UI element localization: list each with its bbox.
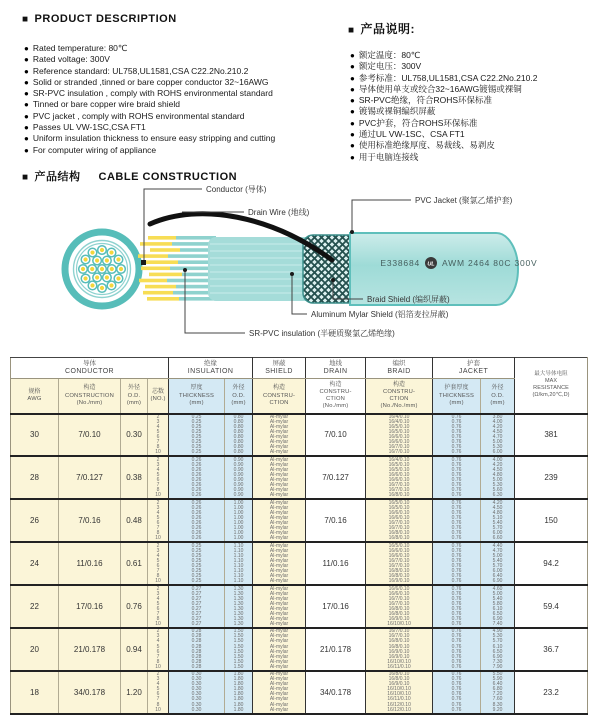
braid-construction-cell: 16/4/0.10 16/5/0.10 16/5/0.10 16/6/0.10 16/6/0.10 16/7/0.10 16/7/0.10 16/8/0.10	[366, 456, 433, 499]
section-title-product-description-cn: ■ 产品说明:	[348, 22, 416, 36]
subcol-9: 护套厚度 THICKNESS (mm)	[433, 379, 481, 414]
product-description-list	[24, 43, 275, 156]
desc-en-item	[24, 99, 275, 110]
desc-cn-text: 通过UL VW-1SC、CSA FT1	[358, 129, 465, 140]
desc-en-text: Rated temperature: 80℃	[32, 43, 128, 53]
insulation-od-cell: 1.80 1.80 1.80 1.80 1.80 1.80 1.80 1.80	[225, 671, 253, 714]
bullet-icon: ●	[350, 96, 355, 106]
subcol-6: 构造 CONSTRU- CTION	[253, 379, 306, 414]
desc-en-text: SR-PVC insulation , comply with ROHS environmental standard	[32, 88, 273, 99]
cores-cell: 2 3 4 5 6 7 8 10	[148, 499, 169, 542]
bullet-icon: ●	[350, 141, 355, 151]
drain-construction-cell: 21/0.178	[306, 628, 366, 671]
table-row-awg-30	[11, 414, 588, 457]
desc-cn-text: 导体使用单支或绞合32~16AWG镀锡或裸铜	[358, 83, 522, 94]
jacket-thickness-cell: 0.76 0.76 0.76 0.76 0.76 0.76 0.76 0.76	[433, 414, 481, 457]
aluminum-mylar-label: Aluminum Mylar Shield (铝箔麦拉屏蔽)	[311, 310, 449, 319]
shield-construction-cell: Al-mylar Al-mylar Al-mylar Al-mylar Al-mylar Al-mylar Al-mylar Al-mylar	[253, 542, 306, 585]
shield-construction-cell: Al-mylar Al-mylar Al-mylar Al-mylar Al-mylar Al-mylar Al-mylar Al-mylar	[253, 628, 306, 671]
shield-construction-cell: Al-mylar Al-mylar Al-mylar Al-mylar Al-mylar Al-mylar Al-mylar Al-mylar	[253, 671, 306, 714]
bullet-icon: ●	[24, 77, 29, 87]
shield-construction-cell: Al-mylar Al-mylar Al-mylar Al-mylar Al-mylar Al-mylar Al-mylar Al-mylar	[253, 585, 306, 628]
desc-en-text: For computer wiring of appliance	[32, 144, 157, 155]
cable-cross-section	[65, 232, 139, 306]
table-row-awg-24	[11, 542, 588, 585]
desc-en-text: Uniform insulation thickness to ensure easy stripping and cutting	[32, 133, 276, 144]
square-marker-icon: ■	[22, 14, 29, 25]
braid-construction-cell: 16/7/0.10 16/7/0.10 16/8/0.10 16/8/0.10 16/9/0.10 16/9/0.10 16/10/0.10 16/11/0.10	[366, 628, 433, 671]
drain-wire-label: Drain Wire (地线)	[248, 208, 310, 217]
jacket-thickness-cell: 0.76 0.76 0.76 0.76 0.76 0.76 0.76 0.76	[433, 499, 481, 542]
braid-construction-cell: 16/4/0.10 16/4/0.10 16/5/0.10 16/5/0.10 16/6/0.10 16/6/0.10 16/7/0.10 16/7/0.10	[366, 414, 433, 457]
desc-en-text: Rated voltage: 300V	[32, 54, 110, 65]
pvc-jacket-label: PVC Jacket (聚氯乙烯护套)	[415, 196, 513, 205]
conductor-construction-cell: 17/0.16	[59, 585, 121, 628]
bullet-icon: ●	[350, 84, 355, 94]
desc-cn-text: 使用标准绝缘厚度、易裁线、易剥皮	[358, 140, 495, 151]
awg-cell: 30	[11, 414, 59, 457]
jacket-print-left: E338684	[380, 258, 420, 268]
resistance-cell: 23.2	[515, 671, 588, 714]
cores-cell: 2 3 4 5 6 7 8 10	[148, 628, 169, 671]
table-row-awg-20	[11, 628, 588, 671]
cores-cell: 2 3 4 5 6 7 8 10	[148, 671, 169, 714]
desc-cn-item	[350, 118, 537, 129]
desc-cn-item	[350, 106, 537, 117]
desc-cn-text: 镀锡或裸铜编织屏蔽	[358, 106, 436, 117]
drain-construction-cell: 7/0.16	[306, 499, 366, 542]
conductor-od-cell: 0.30	[121, 414, 148, 457]
desc-en-item	[24, 54, 275, 65]
conductor-od-cell: 0.76	[121, 585, 148, 628]
awg-cell: 22	[11, 585, 59, 628]
insulation-od-cell: 1.00 1.00 1.00 1.00 1.00 1.00 1.00 1.00	[225, 499, 253, 542]
table-row-awg-26	[11, 499, 588, 542]
jacket-print	[380, 257, 537, 269]
bullet-icon: ●	[24, 111, 29, 121]
resistance-cell: 36.7	[515, 628, 588, 671]
bullet-icon: ●	[24, 55, 29, 65]
ul-logo-text: UL	[427, 261, 435, 268]
drain-construction-cell: 11/0.16	[306, 542, 366, 585]
square-marker-icon: ■	[348, 25, 355, 36]
drain-construction-cell: 7/0.127	[306, 456, 366, 499]
desc-cn-item	[350, 61, 537, 72]
square-marker-icon: ■	[22, 172, 29, 183]
jacket-thickness-cell: 0.76 0.76 0.76 0.76 0.76 0.76 0.76 0.76	[433, 585, 481, 628]
col-group-shield: 屏蔽 SHIELD	[253, 358, 306, 379]
conductor-construction-cell: 21/0.178	[59, 628, 121, 671]
subcol-10: 外径 O.D. (mm)	[481, 379, 515, 414]
desc-cn-item	[350, 84, 537, 95]
insulation-od-cell: 0.90 0.90 0.90 0.90 0.90 0.90 0.90 0.90	[225, 456, 253, 499]
bullet-icon: ●	[350, 118, 355, 128]
conductor-construction-cell: 7/0.127	[59, 456, 121, 499]
bullet-icon: ●	[350, 51, 355, 60]
subcol-3: 芯数 (NO.)	[148, 379, 169, 414]
desc-en-item	[24, 122, 275, 133]
awg-cell: 18	[11, 671, 59, 714]
conductor-od-cell: 0.48	[121, 499, 148, 542]
desc-cn-item	[350, 140, 537, 151]
subcol-1: 构造 CONSTRUCTION (No./mm)	[59, 379, 121, 414]
braid-construction-cell: 16/5/0.10 16/6/0.10 16/6/0.10 16/7/0.10 16/7/0.10 16/8/0.10 16/8/0.10 16/9/0.10	[366, 542, 433, 585]
desc-en-item	[24, 145, 275, 156]
jacket-print-right: AWM 2464 80C 300V	[442, 258, 538, 268]
desc-cn-text: 用于电脑连接线	[358, 151, 419, 162]
insulation-od-cell: 1.30 1.30 1.30 1.30 1.30 1.30 1.30 1.30	[225, 585, 253, 628]
col-group-jacket: 护套 JACKET	[433, 358, 515, 379]
jacket-od-cell: 4.20 4.50 4.80 5.10 5.40 5.70 6.00 6.60	[481, 499, 515, 542]
subcol-4: 厚度 THICKNESS (mm)	[169, 379, 225, 414]
conductor-construction-cell: 7/0.16	[59, 499, 121, 542]
bullet-icon: ●	[24, 66, 29, 76]
cable-construction-diagram	[10, 178, 595, 358]
col-resistance-header: 最大导体电阻 MAX RESISTANCE (Ω/km,20℃,D)	[515, 358, 588, 414]
jacket-thickness-cell: 0.76 0.76 0.76 0.76 0.76 0.76 0.76 0.76	[433, 628, 481, 671]
bullet-icon: ●	[24, 134, 29, 144]
subcol-0: 规格 AWG	[11, 379, 59, 414]
jacket-thickness-cell: 0.76 0.76 0.76 0.76 0.76 0.76 0.76 0.76	[433, 456, 481, 499]
desc-cn-item	[350, 95, 537, 106]
resistance-cell: 381	[515, 414, 588, 457]
insulation-thickness-cell: 0.26 0.26 0.26 0.26 0.26 0.26 0.26 0.26	[169, 499, 225, 542]
bullet-icon: ●	[350, 152, 355, 162]
braid-construction-cell: 16/6/0.10 16/6/0.10 16/7/0.10 16/7/0.10 16/8/0.10 16/8/0.10 16/9/0.10 16/10/0.10	[366, 585, 433, 628]
sr-pvc-insulation-label: SR-PVC insulation (半硬质聚氯乙烯绝缘)	[249, 329, 395, 338]
jacket-od-cell: 4.00 4.20 4.50 4.80 5.00 5.30 5.60 6.30	[481, 456, 515, 499]
insulation-thickness-cell: 0.25 0.25 0.25 0.25 0.25 0.25 0.25 0.25	[169, 414, 225, 457]
drain-construction-cell: 7/0.10	[306, 414, 366, 457]
resistance-cell: 239	[515, 456, 588, 499]
bullet-icon: ●	[350, 107, 355, 117]
desc-cn-text: SR-PVC绝缘，符合ROHS环保标准	[358, 95, 493, 106]
product-description-cn-list	[350, 50, 537, 163]
bullet-icon: ●	[350, 62, 355, 72]
shield-construction-cell: Al-mylar Al-mylar Al-mylar Al-mylar Al-mylar Al-mylar Al-mylar Al-mylar	[253, 414, 306, 457]
insulation-thickness-cell: 0.26 0.26 0.26 0.26 0.26 0.26 0.26 0.26	[169, 456, 225, 499]
jacket-od-cell: 4.40 4.70 5.00 5.40 5.70 6.00 6.40 6.90	[481, 542, 515, 585]
desc-en-text: Solid or stranded ,tinned or bare copper conductor 32~16AWG	[32, 76, 269, 87]
resistance-cell: 150	[515, 499, 588, 542]
jacket-od-cell: 4.90 5.30 5.70 6.10 6.50 6.90 7.30 7.90	[481, 628, 515, 671]
desc-cn-text: 额定温度：80℃	[358, 50, 421, 60]
desc-en-item	[24, 88, 275, 99]
col-group-drain: 地线 DRAIN	[306, 358, 366, 379]
resistance-cell: 94.2	[515, 542, 588, 585]
awg-cell: 24	[11, 542, 59, 585]
braid-construction-cell: 16/5/0.10 16/5/0.10 16/6/0.10 16/6/0.10 16/7/0.10 16/7/0.10 16/8/0.10 16/8/0.10	[366, 499, 433, 542]
awg-cell: 28	[11, 456, 59, 499]
conductor-construction-cell: 7/0.10	[59, 414, 121, 457]
cores-cell: 2 3 4 5 6 7 8 10	[148, 585, 169, 628]
desc-en-item	[24, 111, 275, 122]
cores-cell: 2 3 4 5 6 7 8 10	[148, 456, 169, 499]
jacket-od-cell: 5.50 5.90 6.40 6.80 7.20 7.60 8.30 9.20	[481, 671, 515, 714]
col-group-conductor: 导体 CONDUCTOR	[11, 358, 169, 379]
conductor-od-cell: 0.38	[121, 456, 148, 499]
awg-cell: 20	[11, 628, 59, 671]
conductor-od-cell: 0.61	[121, 542, 148, 585]
shield-construction-cell: Al-mylar Al-mylar Al-mylar Al-mylar Al-mylar Al-mylar Al-mylar Al-mylar	[253, 499, 306, 542]
desc-en-item	[24, 133, 275, 144]
desc-cn-item	[350, 73, 537, 84]
table-row-awg-28	[11, 456, 588, 499]
desc-en-text: Reference standard: UL758,UL1581,CSA C22.2No.210.2	[32, 65, 249, 76]
table-row-awg-18	[11, 671, 588, 714]
conductor-label: Conductor (导体)	[206, 185, 267, 194]
col-group-insulation: 绝缘 INSULATION	[169, 358, 253, 379]
insulation-thickness-cell: 0.27 0.27 0.27 0.27 0.27 0.27 0.27 0.27	[169, 585, 225, 628]
insulation-od-cell: 1.10 1.10 1.10 1.10 1.10 1.10 1.10 1.10	[225, 542, 253, 585]
cores-cell: 2 3 4 5 6 7 8 10	[148, 542, 169, 585]
desc-cn-item	[350, 152, 537, 163]
jacket-thickness-cell: 0.76 0.76 0.76 0.76 0.76 0.76 0.76 0.76	[433, 542, 481, 585]
awg-cell: 26	[11, 499, 59, 542]
subcol-5: 外径 O.D. (mm)	[225, 379, 253, 414]
jacket-thickness-cell: 0.76 0.76 0.76 0.76 0.76 0.76 0.76 0.76	[433, 671, 481, 714]
cores-cell: 2 3 4 5 6 7 8 10	[148, 414, 169, 457]
shield-construction-cell: Al-mylar Al-mylar Al-mylar Al-mylar Al-mylar Al-mylar Al-mylar Al-mylar	[253, 456, 306, 499]
bullet-icon: ●	[24, 123, 29, 133]
insulation-thickness-cell: 0.30 0.30 0.30 0.30 0.30 0.30 0.30 0.30	[169, 671, 225, 714]
section-title-product-description: ■ PRODUCT DESCRIPTION	[22, 13, 177, 25]
desc-en-text: PVC jacket , comply with ROHS environmental standard	[32, 110, 245, 121]
jacket-od-cell: 4.60 5.00 5.40 5.80 6.10 6.50 6.90 7.40	[481, 585, 515, 628]
insulation-od-cell: 0.80 0.80 0.80 0.80 0.80 0.80 0.80 0.80	[225, 414, 253, 457]
resistance-cell: 59.4	[515, 585, 588, 628]
conductor-od-cell: 0.94	[121, 628, 148, 671]
braid-shield-label: Braid Shield (编织屏蔽)	[367, 295, 450, 304]
bullet-icon: ●	[24, 100, 29, 110]
subcol-7: 构造 CONSTRU- CTION (No./mm)	[306, 379, 366, 414]
desc-cn-text: PVC护套，符合ROHS环保标准	[358, 117, 478, 128]
table-row-awg-22	[11, 585, 588, 628]
desc-cn-text: 参考标准：UL758,UL1581,CSA C22.2No.210.2	[358, 72, 538, 83]
section-title-cable-construction: ■ 产品结构 CABLE CONSTRUCTION	[22, 171, 238, 183]
conductor-construction-cell: 34/0.178	[59, 671, 121, 714]
insulation-thickness-cell: 0.28 0.28 0.28 0.28 0.28 0.28 0.28 0.28	[169, 628, 225, 671]
spec-table	[10, 357, 588, 715]
desc-en-item	[24, 77, 275, 88]
subcol-8: 构造 CONSTRU- CTION (No./No./mm)	[366, 379, 433, 414]
conductor-od-cell: 1.20	[121, 671, 148, 714]
subcol-2: 外径 O.D. (mm)	[121, 379, 148, 414]
desc-cn-text: 额定电压：300V	[358, 61, 422, 72]
bullet-icon: ●	[350, 73, 355, 83]
desc-cn-item	[350, 50, 537, 61]
jacket-od-cell: 3.80 4.00 4.20 4.50 4.70 5.00 5.30 6.00	[481, 414, 515, 457]
braid-construction-cell: 16/8/0.10 16/8/0.10 16/9/0.10 16/10/0.10 16/10/0.10 16/11/0.10 16/12/0.10 16/12/0.10	[366, 671, 433, 714]
bullet-icon: ●	[24, 145, 29, 155]
bullet-icon: ●	[350, 130, 355, 140]
bullet-icon: ●	[24, 44, 29, 53]
conductor-fan	[138, 236, 216, 301]
drain-construction-cell: 34/0.178	[306, 671, 366, 714]
drain-construction-cell: 17/0.16	[306, 585, 366, 628]
desc-cn-item	[350, 129, 537, 140]
bullet-icon: ●	[24, 89, 29, 99]
insulation-od-cell: 1.50 1.50 1.50 1.50 1.50 1.50 1.50 1.50	[225, 628, 253, 671]
desc-en-text: Tinned or bare copper wire braid shield	[32, 99, 180, 110]
desc-en-text: Passes UL VW-1SC,CSA FT1	[32, 122, 146, 133]
desc-en-item	[24, 66, 275, 77]
conductor-construction-cell: 11/0.16	[59, 542, 121, 585]
col-group-braid: 编织 BRAID	[366, 358, 433, 379]
insulation-thickness-cell: 0.25 0.25 0.25 0.25 0.25 0.25 0.25 0.25	[169, 542, 225, 585]
desc-en-item	[24, 43, 275, 54]
